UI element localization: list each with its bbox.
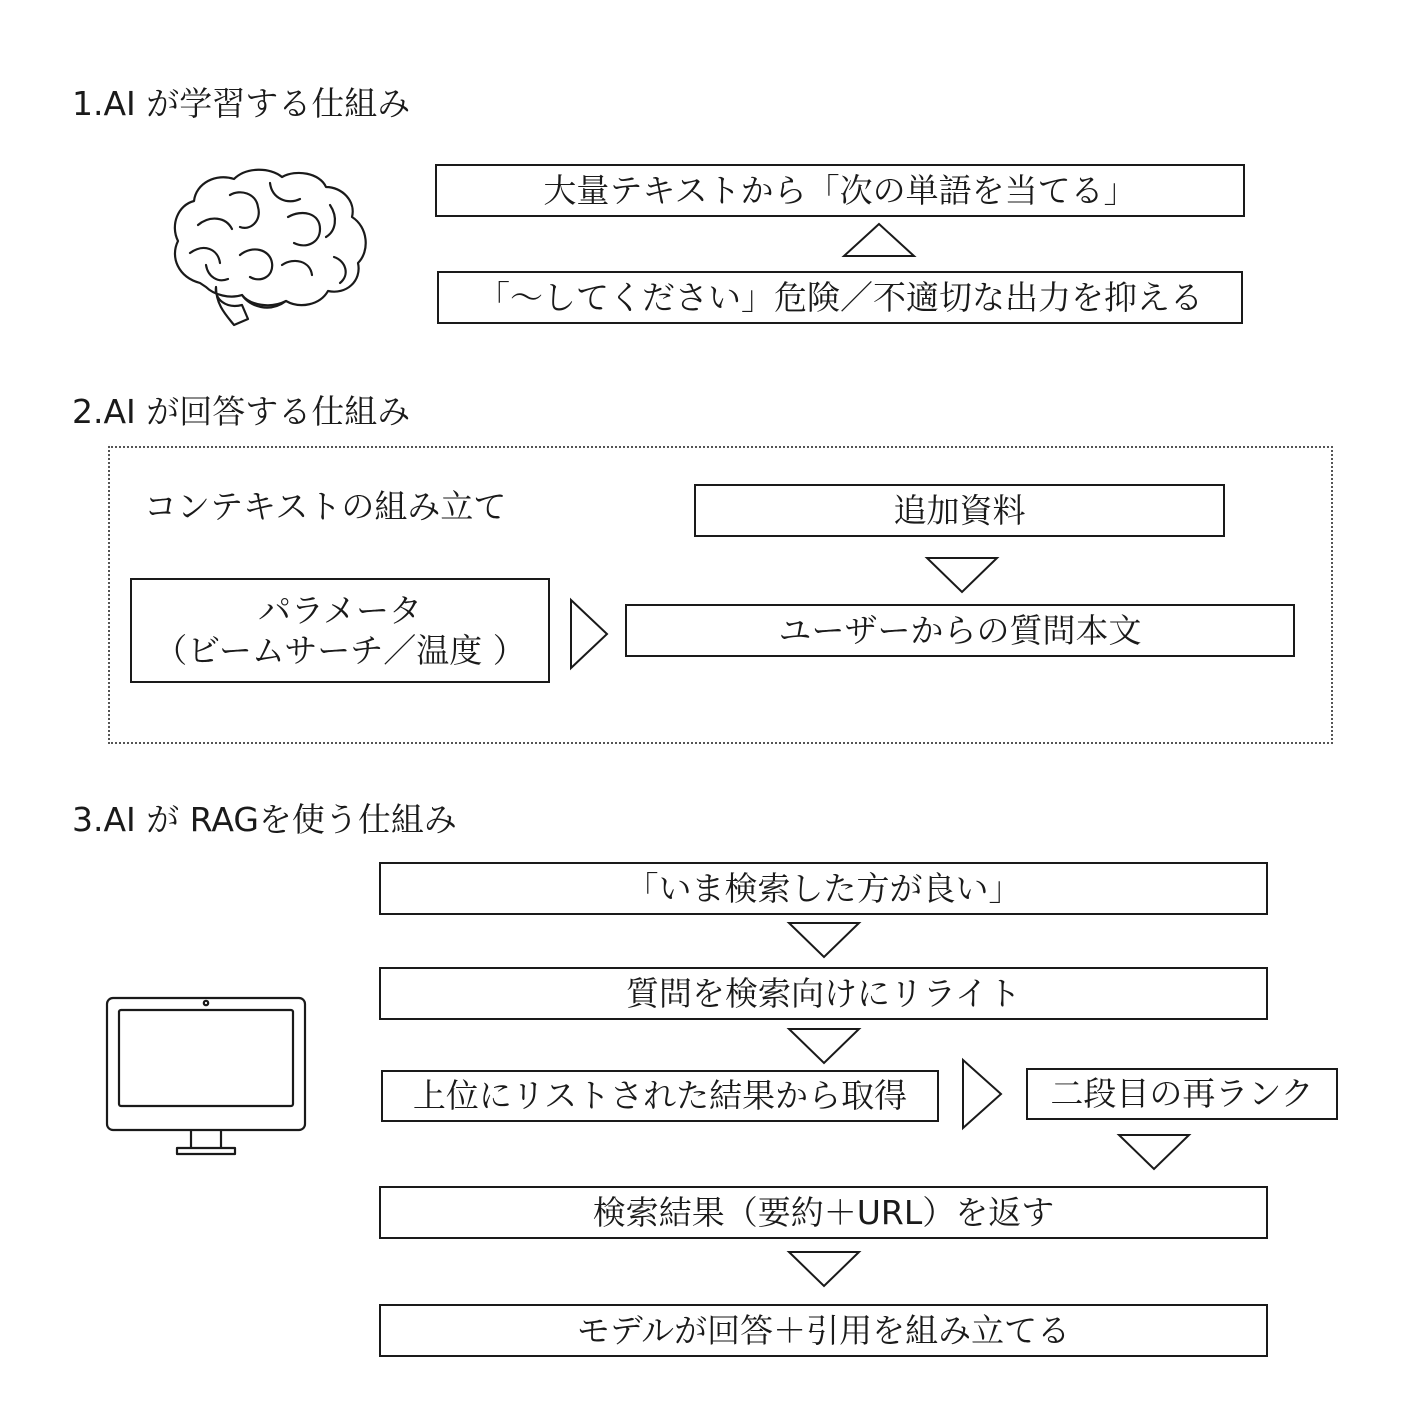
section3-heading: 3.AI が RAGを使う仕組み — [72, 800, 457, 839]
user-question-box: ユーザーからの質問本文 — [625, 604, 1295, 657]
triangle-down-icon — [787, 1250, 861, 1288]
rag-step1-box: 「いま検索した方が良い」 — [379, 862, 1268, 915]
triangle-down-icon — [787, 1027, 861, 1065]
rag-step2-box: 質問を検索向けにリライト — [379, 967, 1268, 1020]
triangle-right-icon — [961, 1058, 1003, 1130]
monitor-icon — [105, 996, 307, 1158]
triangle-up-icon — [842, 222, 916, 258]
triangle-right-icon — [569, 598, 609, 670]
rag-step5-box: 検索結果（要約＋URL）を返す — [379, 1186, 1268, 1239]
additional-material-box: 追加資料 — [694, 484, 1225, 537]
rag-step4-box: 二段目の再ランク — [1026, 1068, 1338, 1120]
context-assembly-label: コンテキストの組み立て — [144, 487, 507, 526]
parameters-line2: （ビームサーチ／温度 ） — [154, 630, 526, 670]
learning-bottom-box: 「〜してください」危険／不適切な出力を抑える — [437, 271, 1243, 324]
parameters-line1: パラメータ — [257, 590, 422, 630]
learning-top-box: 大量テキストから「次の単語を当てる」 — [435, 164, 1245, 217]
rag-step3-box: 上位にリストされた結果から取得 — [381, 1070, 939, 1122]
section2-heading: 2.AI が回答する仕組み — [72, 392, 411, 431]
triangle-down-icon — [1117, 1133, 1191, 1171]
section1-heading: 1.AI が学習する仕組み — [72, 84, 411, 123]
parameters-box — [130, 578, 550, 683]
triangle-down-icon — [925, 556, 999, 594]
rag-step6-box: モデルが回答＋引用を組み立てる — [379, 1304, 1268, 1357]
brain-icon — [170, 165, 380, 330]
triangle-down-icon — [787, 921, 861, 959]
